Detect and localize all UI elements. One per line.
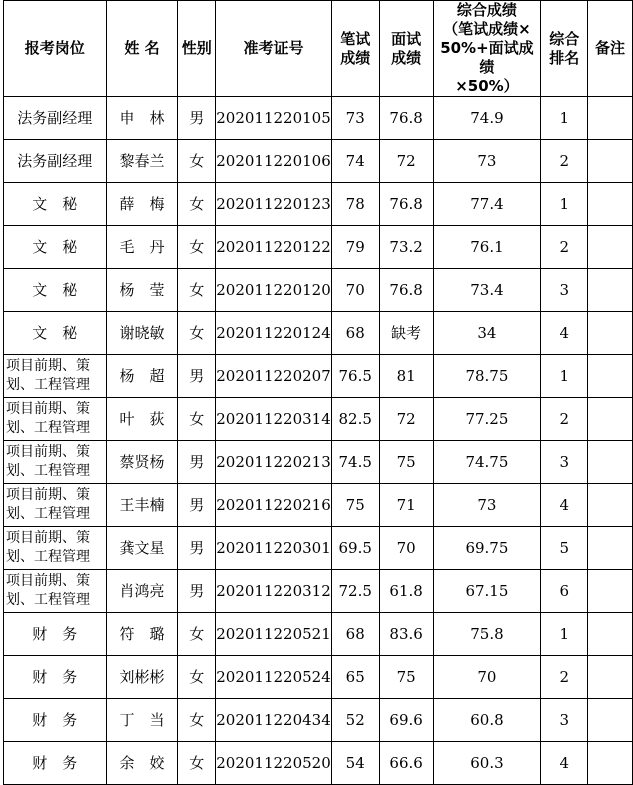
written-score-cell: 75 (331, 484, 379, 527)
remark-cell (588, 527, 633, 570)
table-row (4, 140, 633, 183)
header-remark: 备注 (588, 1, 633, 97)
rank-cell: 3 (541, 699, 588, 742)
remark-cell (588, 398, 633, 441)
name-cell: 杨 莹 (106, 269, 178, 312)
exam-no-cell: 202011220524 (216, 656, 332, 699)
interview-score-cell: 72 (379, 398, 433, 441)
composite-score-cell: 74.75 (433, 441, 541, 484)
exam-no-cell: 202011220106 (216, 140, 332, 183)
exam-no-cell: 202011220216 (216, 484, 332, 527)
header-exam-no: 准考证号 (216, 1, 332, 97)
gender-cell: 女 (178, 398, 216, 441)
remark-cell (588, 183, 633, 226)
written-score-cell: 68 (331, 312, 379, 355)
name-cell: 黎春兰 (106, 140, 178, 183)
interview-score-cell: 76.8 (379, 269, 433, 312)
position-cell: 法务副经理 (4, 97, 107, 140)
interview-score-cell: 72 (379, 140, 433, 183)
interview-score-cell: 71 (379, 484, 433, 527)
header-composite-line2: （笔试成绩× (443, 20, 531, 38)
remark-cell (588, 441, 633, 484)
exam-no-cell: 202011220434 (216, 699, 332, 742)
header-composite (433, 1, 541, 97)
written-score-cell: 79 (331, 226, 379, 269)
remark-cell (588, 484, 633, 527)
table-row (4, 97, 633, 140)
position-cell: 项目前期、策划、工程管理 (4, 527, 107, 570)
exam-no-cell: 202011220213 (216, 441, 332, 484)
exam-no-cell: 202011220314 (216, 398, 332, 441)
exam-no-cell: 202011220124 (216, 312, 332, 355)
interview-score-cell: 76.8 (379, 97, 433, 140)
written-score-cell: 76.5 (331, 355, 379, 398)
table-row (4, 656, 633, 699)
header-interview-line1: 面试 (391, 29, 422, 48)
exam-no-cell: 202011220520 (216, 742, 332, 785)
gender-cell: 女 (178, 183, 216, 226)
name-cell: 余 姣 (106, 742, 178, 785)
exam-no-cell: 202011220301 (216, 527, 332, 570)
written-score-cell: 73 (331, 97, 379, 140)
header-composite-line4: ×50%） (455, 77, 519, 95)
written-score-cell: 74.5 (331, 441, 379, 484)
composite-score-cell: 73.4 (433, 269, 541, 312)
rank-cell: 1 (541, 613, 588, 656)
exam-no-cell: 202011220123 (216, 183, 332, 226)
position-cell: 法务副经理 (4, 140, 107, 183)
composite-score-cell: 60.8 (433, 699, 541, 742)
rank-cell: 3 (541, 269, 588, 312)
rank-cell: 4 (541, 742, 588, 785)
gender-cell: 女 (178, 613, 216, 656)
gender-cell: 女 (178, 656, 216, 699)
header-row (4, 1, 633, 97)
gender-cell: 女 (178, 226, 216, 269)
composite-score-cell: 77.4 (433, 183, 541, 226)
composite-score-cell: 75.8 (433, 613, 541, 656)
remark-cell (588, 140, 633, 183)
gender-cell: 男 (178, 355, 216, 398)
rank-cell: 1 (541, 97, 588, 140)
table-row (4, 398, 633, 441)
composite-score-cell: 76.1 (433, 226, 541, 269)
position-cell: 财 务 (4, 613, 107, 656)
name-cell: 谢晓敏 (106, 312, 178, 355)
composite-score-cell: 73 (433, 484, 541, 527)
table-row (4, 355, 633, 398)
header-composite-line1: 综合成绩 (456, 1, 517, 19)
remark-cell (588, 226, 633, 269)
remark-cell (588, 699, 633, 742)
name-cell: 符 璐 (106, 613, 178, 656)
interview-score-cell: 缺考 (379, 312, 433, 355)
interview-score-cell: 69.6 (379, 699, 433, 742)
header-gender: 性别 (178, 1, 216, 97)
name-cell: 刘彬彬 (106, 656, 178, 699)
header-name: 姓 名 (106, 1, 178, 97)
remark-cell (588, 312, 633, 355)
name-cell: 毛 丹 (106, 226, 178, 269)
gender-cell: 男 (178, 570, 216, 613)
gender-cell: 女 (178, 140, 216, 183)
header-rank-line1: 综合 (549, 29, 580, 48)
name-cell: 龚文星 (106, 527, 178, 570)
remark-cell (588, 269, 633, 312)
header-interview-line2: 成绩 (391, 48, 422, 67)
exam-no-cell: 202011220105 (216, 97, 332, 140)
table-row (4, 527, 633, 570)
rank-cell: 1 (541, 183, 588, 226)
rank-cell: 2 (541, 398, 588, 441)
rank-cell: 5 (541, 527, 588, 570)
header-written (331, 1, 379, 97)
rank-cell: 2 (541, 656, 588, 699)
composite-score-cell: 67.15 (433, 570, 541, 613)
interview-score-cell: 76.8 (379, 183, 433, 226)
written-score-cell: 54 (331, 742, 379, 785)
written-score-cell: 82.5 (331, 398, 379, 441)
remark-cell (588, 570, 633, 613)
written-score-cell: 72.5 (331, 570, 379, 613)
table-row (4, 441, 633, 484)
position-cell: 财 务 (4, 742, 107, 785)
interview-score-cell: 73.2 (379, 226, 433, 269)
header-rank-line2: 排名 (549, 48, 580, 67)
table-row (4, 183, 633, 226)
position-cell: 文 秘 (4, 183, 107, 226)
written-score-cell: 69.5 (331, 527, 379, 570)
position-cell: 财 务 (4, 699, 107, 742)
remark-cell (588, 355, 633, 398)
name-cell: 叶 荻 (106, 398, 178, 441)
name-cell: 薛 梅 (106, 183, 178, 226)
remark-cell (588, 656, 633, 699)
gender-cell: 女 (178, 742, 216, 785)
table-row (4, 226, 633, 269)
rank-cell: 2 (541, 140, 588, 183)
name-cell: 蔡贤杨 (106, 441, 178, 484)
header-composite-line3: 50%+面试成绩 (440, 39, 534, 76)
interview-score-cell: 70 (379, 527, 433, 570)
interview-score-cell: 83.6 (379, 613, 433, 656)
rank-cell: 2 (541, 226, 588, 269)
composite-score-cell: 78.75 (433, 355, 541, 398)
position-cell: 项目前期、策划、工程管理 (4, 441, 107, 484)
position-cell: 文 秘 (4, 312, 107, 355)
gender-cell: 女 (178, 269, 216, 312)
gender-cell: 女 (178, 312, 216, 355)
position-cell: 项目前期、策划、工程管理 (4, 398, 107, 441)
written-score-cell: 65 (331, 656, 379, 699)
interview-score-cell: 61.8 (379, 570, 433, 613)
interview-score-cell: 75 (379, 441, 433, 484)
header-rank (541, 1, 588, 97)
gender-cell: 女 (178, 699, 216, 742)
gender-cell: 男 (178, 441, 216, 484)
exam-no-cell: 202011220521 (216, 613, 332, 656)
gender-cell: 男 (178, 97, 216, 140)
header-position: 报考岗位 (4, 1, 107, 97)
rank-cell: 6 (541, 570, 588, 613)
table-row (4, 742, 633, 785)
header-interview (379, 1, 433, 97)
rank-cell: 3 (541, 441, 588, 484)
exam-no-cell: 202011220312 (216, 570, 332, 613)
composite-score-cell: 70 (433, 656, 541, 699)
written-score-cell: 78 (331, 183, 379, 226)
name-cell: 丁 当 (106, 699, 178, 742)
header-written-line2: 成绩 (340, 48, 371, 67)
position-cell: 项目前期、策划、工程管理 (4, 484, 107, 527)
exam-no-cell: 202011220207 (216, 355, 332, 398)
remark-cell (588, 97, 633, 140)
composite-score-cell: 69.75 (433, 527, 541, 570)
rank-cell: 4 (541, 312, 588, 355)
name-cell: 申 林 (106, 97, 178, 140)
composite-score-cell: 74.9 (433, 97, 541, 140)
header-written-line1: 笔试 (340, 29, 371, 48)
table-row (4, 613, 633, 656)
interview-score-cell: 75 (379, 656, 433, 699)
name-cell: 肖鸿亮 (106, 570, 178, 613)
rank-cell: 4 (541, 484, 588, 527)
composite-score-cell: 60.3 (433, 742, 541, 785)
rank-cell: 1 (541, 355, 588, 398)
composite-score-cell: 34 (433, 312, 541, 355)
position-cell: 项目前期、策划、工程管理 (4, 355, 107, 398)
position-cell: 文 秘 (4, 226, 107, 269)
written-score-cell: 74 (331, 140, 379, 183)
exam-no-cell: 202011220122 (216, 226, 332, 269)
written-score-cell: 52 (331, 699, 379, 742)
remark-cell (588, 742, 633, 785)
written-score-cell: 70 (331, 269, 379, 312)
gender-cell: 男 (178, 527, 216, 570)
composite-score-cell: 77.25 (433, 398, 541, 441)
table-row (4, 269, 633, 312)
name-cell: 王丰楠 (106, 484, 178, 527)
interview-score-cell: 81 (379, 355, 433, 398)
table-row (4, 570, 633, 613)
table-row (4, 699, 633, 742)
written-score-cell: 68 (331, 613, 379, 656)
name-cell: 杨 超 (106, 355, 178, 398)
interview-score-cell: 66.6 (379, 742, 433, 785)
position-cell: 项目前期、策划、工程管理 (4, 570, 107, 613)
remark-cell (588, 613, 633, 656)
table-row (4, 312, 633, 355)
results-table (3, 0, 633, 785)
table-row (4, 484, 633, 527)
composite-score-cell: 73 (433, 140, 541, 183)
position-cell: 财 务 (4, 656, 107, 699)
exam-no-cell: 202011220120 (216, 269, 332, 312)
gender-cell: 男 (178, 484, 216, 527)
position-cell: 文 秘 (4, 269, 107, 312)
